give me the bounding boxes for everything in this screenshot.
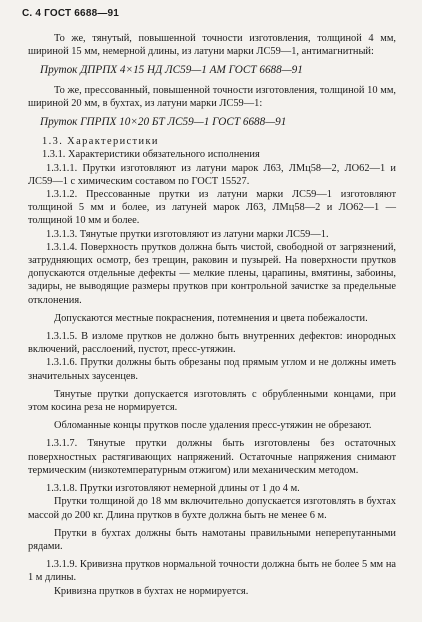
example-paragraph-1: То же, тянутый, повышенной точности изготовления, толщиной 4 мм, шириной 15 мм, немерной длины, из латуни марки ЛС59—1, антимагнитный: <box>28 33 396 58</box>
clause-1-3-1-5: 1.3.1.5. В изломе прутков не должно быть внутренних дефектов: инородных включений, расслоений, пустот, пресс-утяжин. <box>28 331 396 356</box>
clause-1-3-1-8-note-1: Прутки толщиной до 18 мм включительно допускается изготовлять в бухтах массой до 200 кг. Длина прутков в бухте должна быть не менее 6 м. <box>28 496 396 521</box>
clause-1-3-1-6-note-1: Тянутые прутки допускается изготовлять с обрубленными концами, при этом косина реза не нормируется. <box>28 388 396 414</box>
clause-1-3-1-3: 1.3.1.3. Тянутые прутки изготовляют из латуни марки ЛС59—1. <box>46 228 329 240</box>
clause-1-3-1-2: 1.3.1.2. Прессованные прутки из латуни марки ЛС59—1 изготовляют толщиной 5 мм и более, из латуней марок Л63, ЛМц58—2 и ЛО62—1 — толщиной 10 мм и более. <box>28 189 396 227</box>
designation-example-1: Пруток ДПРПХ 4×15 НД ЛС59—1 АМ ГОСТ 6688—91 <box>40 64 303 77</box>
designation-example-2: Пруток ГПРПХ 10×20 БТ ЛС59—1 ГОСТ 6688—91 <box>40 116 287 129</box>
clause-1-3-1-9: 1.3.1.9. Кривизна прутков нормальной точности должна быть не более 5 мм на 1 м длины. <box>28 559 396 584</box>
clause-1-3-1-9-note: Кривизна прутков в бухтах не нормируется. <box>54 585 249 597</box>
clause-1-3-1-7: 1.3.1.7. Тянутые прутки должны быть изготовлены без остаточных поверхностных растягивающих напряжений. Остаточные напряжения снимают термическим (низкотемпературным отжигом) или механическим методом. <box>28 438 396 476</box>
clause-1-3-1-4-note: Допускаются местные покраснения, потемнения и цвета побежалости. <box>54 312 368 324</box>
clause-1-3-1-4: 1.3.1.4. Поверхность прутков должна быть чистой, свободной от загрязнений, затрудняющих осмотр, без трещин, раковин и пузырей. На поверхности прутков допускаются отдельные дефекты — мелкие плены, царапины, вмятины, забоины, задиры, не выводящие размеры прутков при контрольной зачистке за предельные отклонения. <box>28 241 396 306</box>
clause-1-3-1-8-note-2: Прутки в бухтах должны быть намотаны правильными неперепутанными рядами. <box>28 527 396 552</box>
clause-1-3-1-6-note-2: Обломанные концы прутков после удаления пресс-утяжин не обрезают. <box>54 420 372 432</box>
section-heading-1-3: 1.3. Характеристики <box>42 136 159 148</box>
clause-1-3-1-6: 1.3.1.6. Прутки должны быть обрезаны под прямым углом и не должны иметь значительных заусенцев. <box>28 357 396 382</box>
page-number: С. 4 <box>22 8 42 19</box>
subsection-heading-1-3-1: 1.3.1. Характеристики обязательного исполнения <box>42 149 260 161</box>
standard-number: ГОСТ 6688—91 <box>44 8 120 19</box>
clause-1-3-1-8: 1.3.1.8. Прутки изготовляют немерной длины от 1 до 4 м. <box>46 483 300 495</box>
clause-1-3-1-1: 1.3.1.1. Прутки изготовляют из латуни марок Л63, ЛМц58—2, ЛО62—1 и ЛС59—1 с химическим составом по ГОСТ 15527. <box>28 162 396 187</box>
example-paragraph-2: То же, прессованный, повышенной точности изготовления, толщиной 10 мм, шириной 20 мм, в бухтах, из латуни марки ЛС59—1: <box>28 84 396 109</box>
page-header <box>22 8 396 20</box>
